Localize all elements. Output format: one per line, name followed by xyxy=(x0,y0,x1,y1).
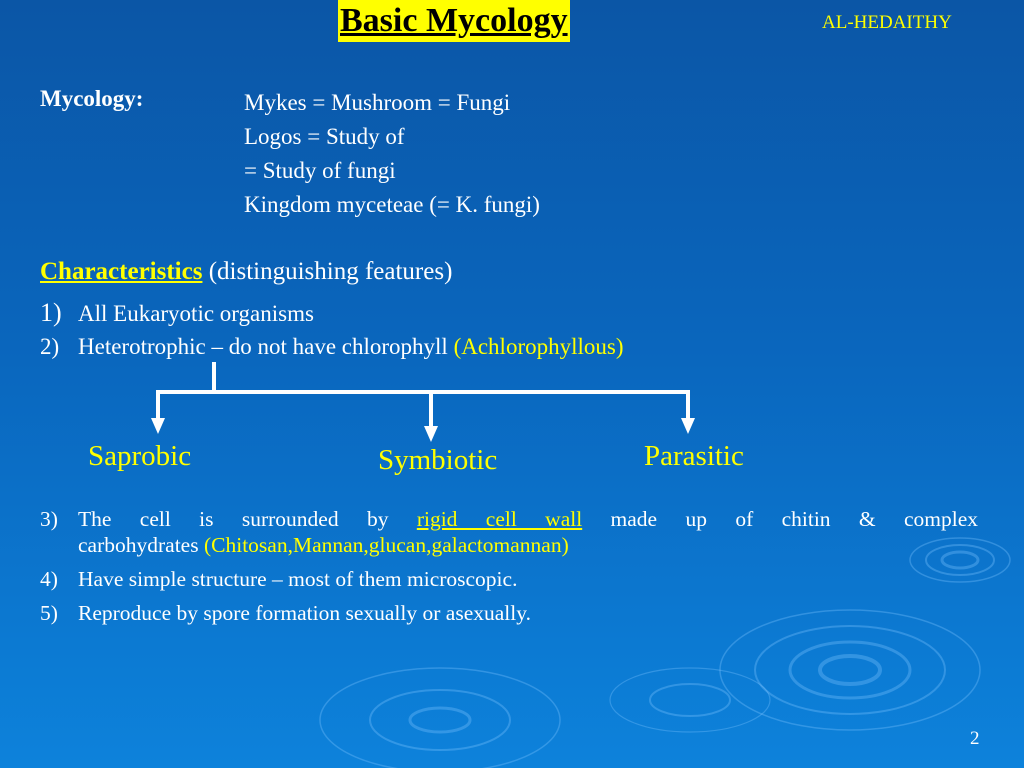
item-note: (Chitosan,Mannan,glucan,galactomannan) xyxy=(203,533,569,557)
definition-line: = Study of fungi xyxy=(244,158,396,183)
author-name: AL-HEDAITHY xyxy=(822,12,952,33)
item-number: 3) xyxy=(40,507,58,531)
arrowhead-parasitic xyxy=(681,418,695,434)
arrowhead-saprobic xyxy=(151,418,165,434)
item-text: Reproduce by spore formation sexually or asexually. xyxy=(78,601,531,625)
mycology-label: Mycology: xyxy=(40,86,144,111)
characteristics-keyword: Characteristics xyxy=(40,258,203,285)
item-text-line-2 xyxy=(78,532,978,558)
item-number: 1) xyxy=(40,298,62,327)
item-number: 4) xyxy=(40,567,58,591)
arrowhead-symbiotic xyxy=(424,426,438,442)
item-text: All Eukaryotic organisms xyxy=(78,301,314,326)
definition-line: Mykes = Mushroom = Fungi xyxy=(244,90,511,115)
item-number: 2) xyxy=(40,334,60,359)
branch-parasitic: Parasitic xyxy=(644,440,744,472)
definition-line: Logos = Study of xyxy=(244,124,405,149)
item-text: Heterotrophic – do not have chlorophyll xyxy=(78,334,448,359)
item-text-line2: carbohydrates xyxy=(78,533,204,557)
list-item xyxy=(40,600,978,634)
page-number: 2 xyxy=(970,728,980,749)
characteristics-list-bottom xyxy=(40,506,978,634)
item-text-pre: The cell is surrounded by xyxy=(78,507,417,531)
item-text-line-1 xyxy=(78,506,978,532)
item-text: Have simple structure – most of them microscopic. xyxy=(78,567,518,591)
item-note: (Achlorophyllous) xyxy=(453,334,624,359)
branch-symbiotic: Symbiotic xyxy=(378,444,498,476)
item-number: 5) xyxy=(40,601,58,625)
item-text-post: made up of chitin & complex xyxy=(582,507,979,531)
slide-title: Basic Mycology xyxy=(338,0,570,42)
branch-saprobic: Saprobic xyxy=(88,440,192,472)
characteristics-subtitle: (distinguishing features) xyxy=(202,258,453,285)
rigid-cell-wall-highlight: rigid cell wall xyxy=(416,507,583,531)
definition-line: Kingdom myceteae (= K. fungi) xyxy=(244,192,540,217)
list-item xyxy=(40,506,978,558)
list-item xyxy=(40,566,978,600)
